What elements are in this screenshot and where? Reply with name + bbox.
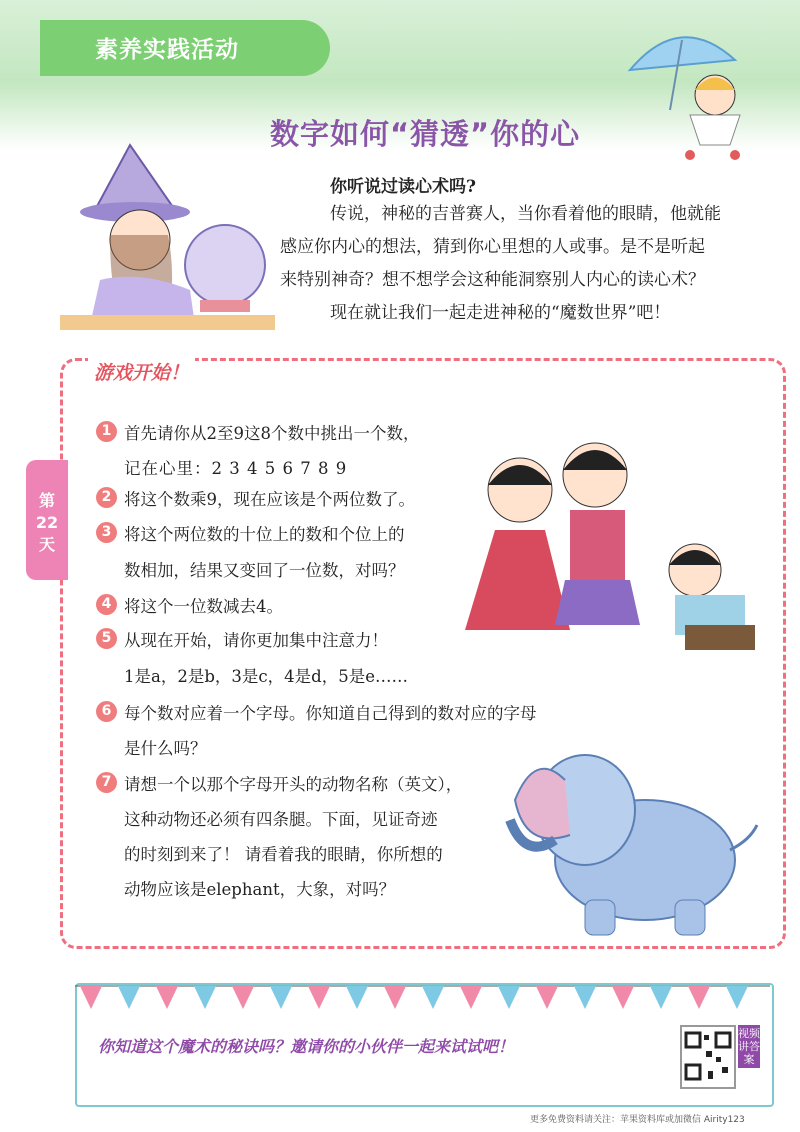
qr-code[interactable]	[680, 1025, 736, 1089]
step-text: 将这个两位数的十位上的数和个位上的	[124, 525, 405, 544]
step-text: 请想一个以那个字母开头的动物名称（英文），	[124, 775, 463, 794]
step-number-badge: 1	[96, 421, 117, 442]
bottom-prompt-text: 你知道这个魔术的秘诀吗？邀请你的小伙伴一起来试试吧！	[98, 1037, 515, 1056]
step-number-badge: 4	[96, 594, 117, 615]
step-text: 从现在开始，请你更加集中注意力！	[124, 631, 388, 650]
step-text: 记在心里：2 3 4 5 6 7 8 9	[124, 459, 348, 478]
intro-paragraph-line: 来特别神奇？想不想学会这种能洞察别人内心的读心术？	[280, 270, 705, 290]
step-text: 首先请你从2至9这8个数中挑出一个数，	[124, 424, 420, 443]
elephant-illustration	[495, 740, 765, 940]
step-text: 每个数对应着一个字母。你知道自己得到的数对应的字母	[124, 704, 537, 723]
step-text: 的时刻到来了！ 请看着我的眼睛，你所想的	[124, 845, 443, 864]
day-tab	[26, 460, 68, 580]
step-text: 数相加，结果又变回了一位数，对吗？	[124, 561, 405, 580]
witch-crystal-ball-illustration	[60, 140, 275, 330]
step-text: 是什么吗？	[124, 739, 207, 758]
section-title: 素养实践活动	[95, 37, 239, 63]
umbrella-girl-illustration	[610, 15, 780, 165]
day-tab-char: 天	[38, 535, 55, 554]
day-tab-number: 22	[35, 513, 59, 532]
step-number-badge: 2	[96, 487, 117, 508]
step-text: 动物应该是elephant，大象，对吗？	[124, 880, 396, 899]
step-text: 1是a，2是b，3是c，4是d，5是e……	[124, 667, 408, 686]
intro-paragraph-line: 感应你内心的想法，猜到你心里想的人或事。是不是听起	[280, 237, 705, 257]
step-text: 这种动物还必须有四条腿。下面，见证奇迹	[124, 810, 438, 829]
step-number-badge: 7	[96, 772, 117, 793]
pennant-banner	[75, 983, 770, 1013]
intro-question: 你听说过读心术吗?	[330, 177, 476, 197]
step-text: 将这个数乘9，现在应该是个两位数了。	[124, 490, 415, 509]
day-tab-char: 第	[38, 491, 55, 510]
step-number-badge: 6	[96, 701, 117, 722]
qr-label: 视频讲答案	[738, 1027, 760, 1066]
game-title: 游戏开始！	[88, 358, 195, 385]
intro-paragraph-line: 现在就让我们一起走进神秘的“魔数世界”吧！	[330, 303, 671, 323]
intro-paragraph-line: 传说，神秘的吉普赛人，当你看着他的眼睛，他就能	[330, 204, 721, 224]
step-text: 将这个一位数减去4。	[124, 597, 283, 616]
step-number-badge: 3	[96, 522, 117, 543]
page-title: 数字如何“猜透”你的心	[270, 117, 581, 151]
footer-text: 更多免费资料请关注：苹果资料库或加微信 Airity123	[530, 1115, 745, 1125]
step-number-badge: 5	[96, 628, 117, 649]
kids-illustration	[445, 430, 765, 665]
